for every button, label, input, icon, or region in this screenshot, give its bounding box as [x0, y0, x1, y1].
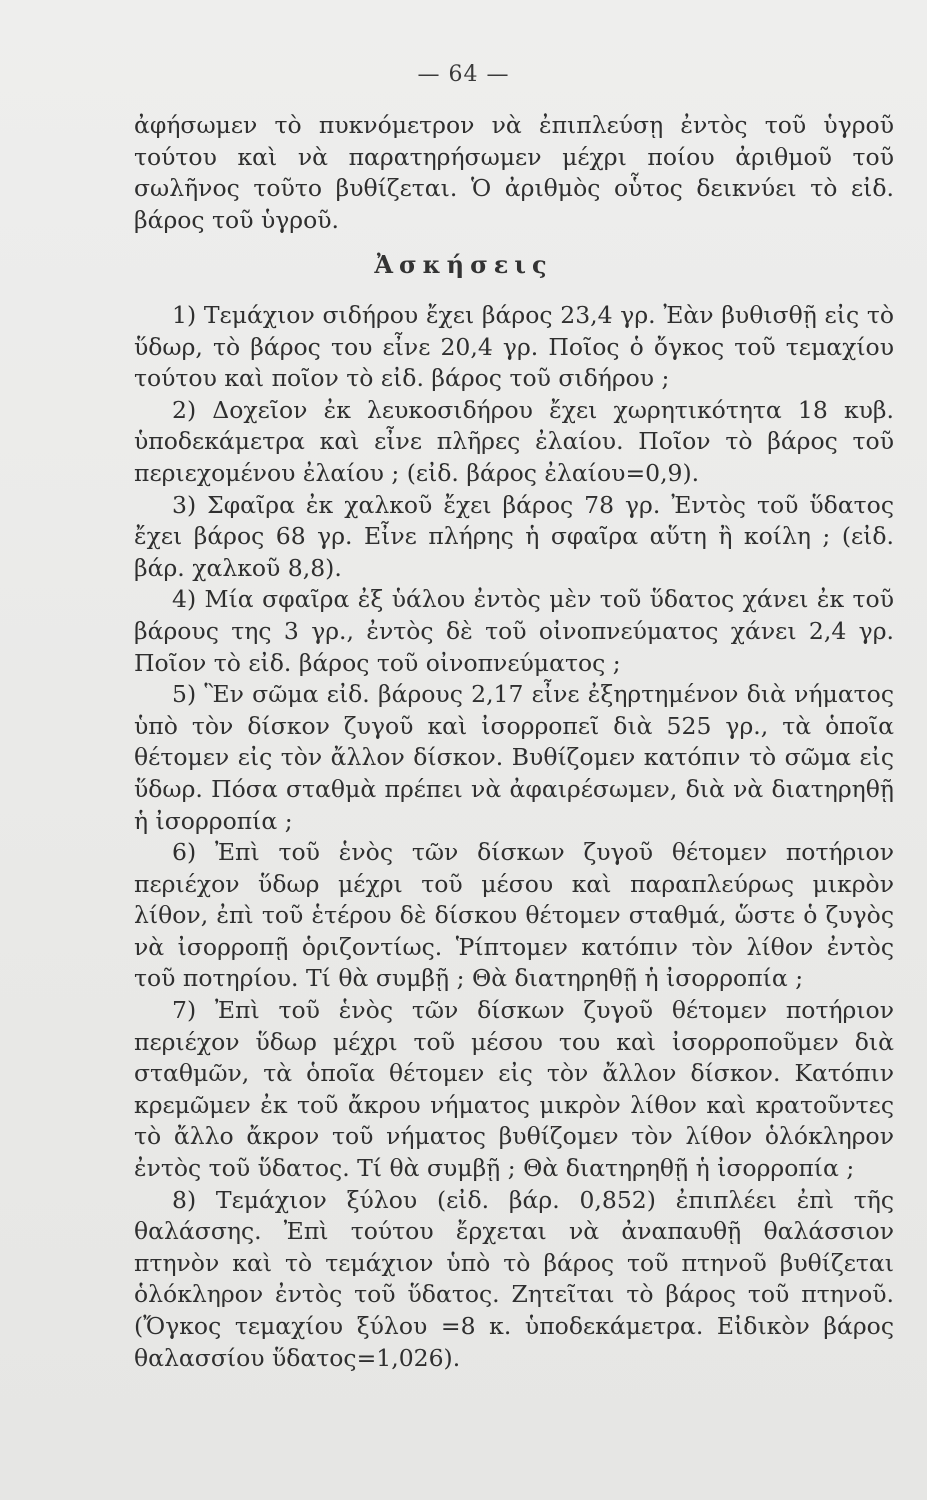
intro-paragraph: ἀφήσωμεν τὸ πυκνόμετρον νὰ ἐπιπλεύσῃ ἐντὸς τοῦ ὑγροῦ τούτου καὶ νὰ παρατηρήσωμεν μέχρι ποίου ἀριθμοῦ τοῦ σωλῆνος τοῦτο βυθίζεται. Ὁ ἀριθμὸς οὗτος δεικνύει τὸ εἰδ. βάρος τοῦ ὑγροῦ.	[134, 111, 894, 234]
page-number: — 64 —	[417, 62, 510, 87]
exercise-item: 3) Σφαῖρα ἐκ χαλκοῦ ἔχει βάρος 78 γρ. Ἐντὸς τοῦ ὕδατος ἔχει βάρος 68 γρ. Εἶνε πλήρης ἡ σφαῖρα αὕτη ἢ κοίλη ; (εἰδ. βάρ. χαλκοῦ 8,8).	[134, 490, 894, 582]
exercise-item: 7) Ἐπὶ τοῦ ἑνὸς τῶν δίσκων ζυγοῦ θέτομεν ποτήριον περιέχον ὕδωρ μέχρι τοῦ μέσου του καὶ ἰσορροποῦμεν διὰ σταθμῶν, τὰ ὁποῖα θέτομεν εἰς τὸν ἄλλον δίσκον. Κατόπιν κρεμῶμεν ἐκ τοῦ ἄκρου νήματος μικρὸν λίθον καὶ κρατοῦντες τὸ ἄλλο ἄκρον τοῦ νήματος βυθίζομεν τὸν λίθον ὁλόκληρον ἐντὸς τοῦ ὕδατος. Τί θὰ συμβῇ ; Θὰ διατηρηθῇ ἡ ἰσορροπία ;	[134, 996, 894, 1183]
exercise-item: 1) Τεμάχιον σιδήρου ἔχει βάρος 23,4 γρ. Ἐὰν βυθισθῇ εἰς τὸ ὕδωρ, τὸ βάρος του εἶνε 20,4 γρ. Ποῖος ὁ ὄγκος τοῦ τεμαχίου τούτου καὶ ποῖον τὸ εἰδ. βάρος τοῦ σιδήρου ;	[134, 301, 894, 393]
exercise-item: 6) Ἐπὶ τοῦ ἑνὸς τῶν δίσκων ζυγοῦ θέτομεν ποτήριον περιέχον ὕδωρ μέχρι τοῦ μέσου καὶ παραπλεύρως μικρὸν λίθον, ἐπὶ τοῦ ἑτέρου δὲ δίσκου θέτομεν σταθμά, ὥστε ὁ ζυγὸς νὰ ἰσορροπῇ ὁριζοντίως. Ῥίπτομεν κατόπιν τὸν λίθον ἐντὸς τοῦ ποτηρίου. Τί θὰ συμβῇ ; Θὰ διατηρηθῇ ἡ ἰσορροπία ;	[134, 838, 894, 993]
exercise-item: 5) Ἓν σῶμα εἰδ. βάρους 2,17 εἶνε ἐξηρτημένον διὰ νήματος ὑπὸ τὸν δίσκον ζυγοῦ καὶ ἰσορροπεῖ διὰ 525 γρ., τὰ ὁποῖα θέτομεν εἰς τὸν ἄλλον δίσκον. Βυθίζομεν κατόπιν τὸ σῶμα εἰς ὕδωρ. Πόσα σταθμὰ πρέπει νὰ ἀφαιρέσωμεν, διὰ νὰ διατηρηθῇ ἡ ἰσορροπία ;	[134, 680, 894, 835]
section-heading: Ἀσκήσεις	[374, 250, 553, 279]
exercise-item: 2) Δοχεῖον ἐκ λευκοσιδήρου ἔχει χωρητικότητα 18 κυβ. ὑποδεκάμετρα καὶ εἶνε πλῆρες ἐλαίου. Ποῖον τὸ βάρος τοῦ περιεχομένου ἐλαίου ; (εἰδ. βάρος ἐλαίου=0,9).	[134, 395, 894, 487]
exercise-item: 8) Τεμάχιον ξύλου (εἰδ. βάρ. 0,852) ἐπιπλέει ἐπὶ τῆς θαλάσσης. Ἐπὶ τούτου ἔρχεται νὰ ἀναπαυθῇ θαλάσσιον πτηνὸν καὶ τὸ τεμάχιον ὑπὸ τὸ βάρος τοῦ πτηνοῦ βυθίζεται ὁλόκληρον ἐντὸς τοῦ ὕδατος. Ζητεῖται τὸ βάρος τοῦ πτηνοῦ. (Ὄγκος τεμαχίου ξύλου =8 κ. ὑποδεκάμετρα. Εἰδικὸν βάρος θαλασσίου ὕδατος=1,026).	[134, 1185, 894, 1372]
exercise-item: 4) Μία σφαῖρα ἐξ ὑάλου ἐντὸς μὲν τοῦ ὕδατος χάνει ἐκ τοῦ βάρους της 3 γρ., ἐντὸς δὲ τοῦ οἰνοπνεύματος χάνει 2,4 γρ. Ποῖον τὸ εἰδ. βάρος τοῦ οἰνοπνεύματος ;	[134, 585, 894, 677]
exercise-list	[134, 300, 894, 1374]
